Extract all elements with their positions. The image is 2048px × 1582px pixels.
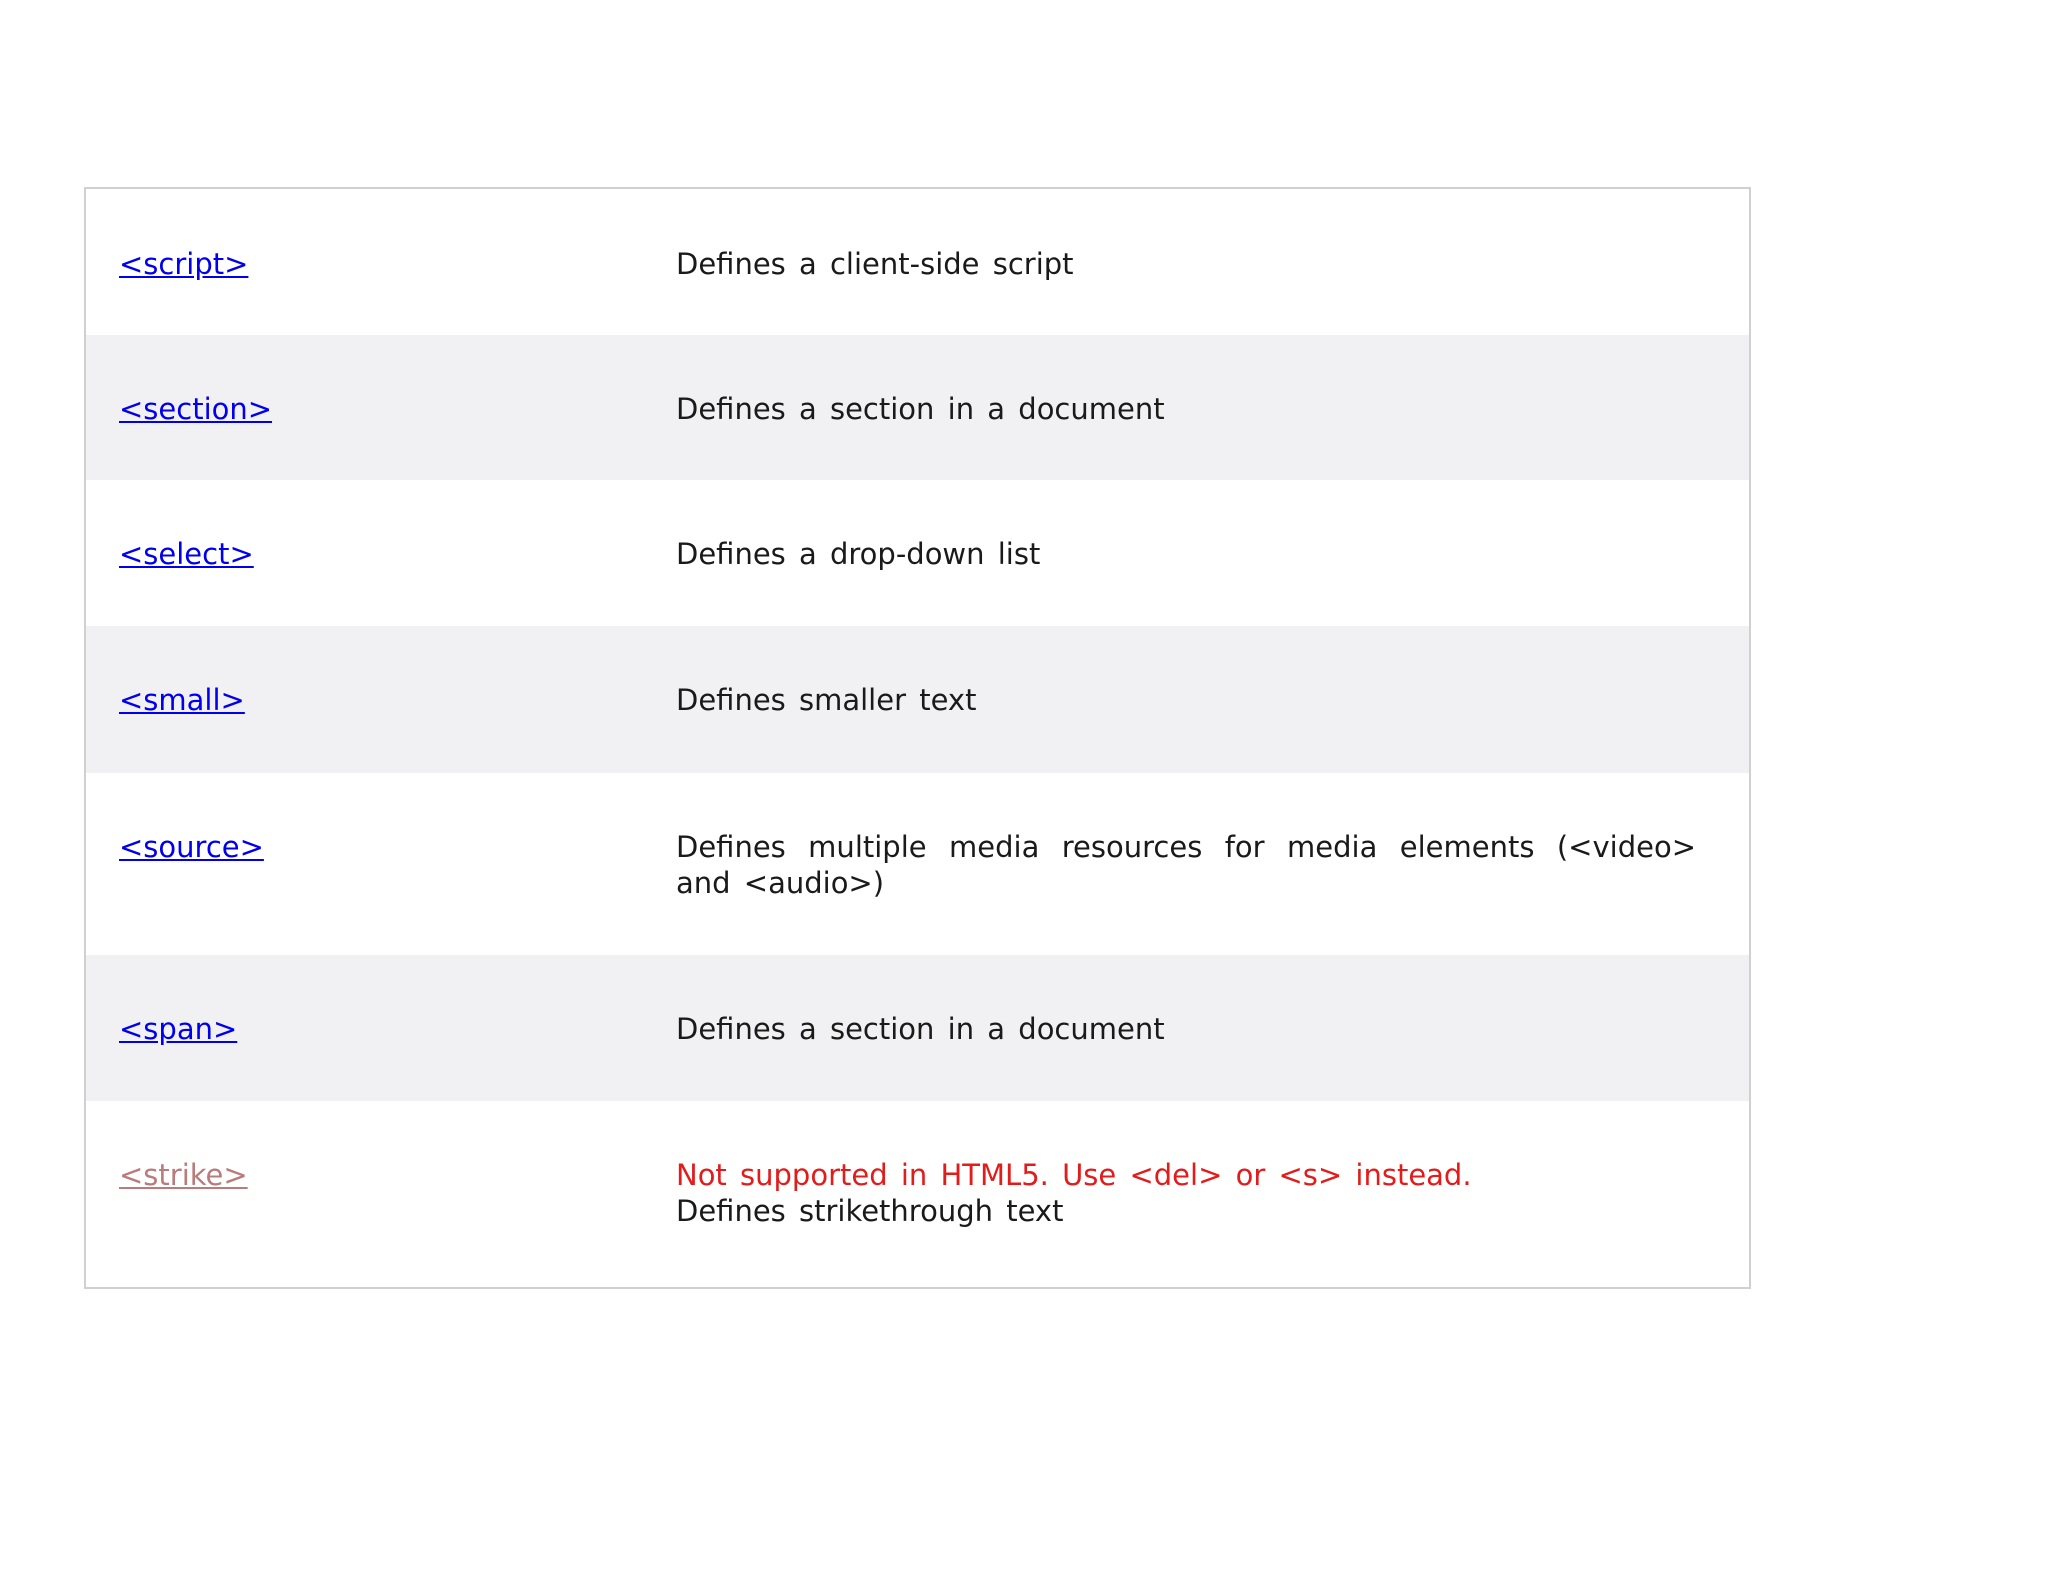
description-cell — [676, 829, 1696, 901]
description-cell — [676, 536, 1696, 572]
table-row — [86, 773, 1749, 955]
tag-cell — [86, 536, 676, 572]
description-text: Defines strikethrough text — [676, 1194, 1064, 1228]
description-cell — [676, 391, 1696, 427]
table-row — [86, 955, 1749, 1101]
tag-link-section[interactable]: <section> — [119, 392, 273, 426]
description-text: Defines multiple media resources for media elements (<video> and <audio>) — [676, 830, 1696, 900]
deprecation-warning: Not supported in HTML5. Use <del> or <s> instead. — [676, 1158, 1472, 1192]
html-tag-reference-table — [84, 187, 1751, 1289]
table-row — [86, 1101, 1749, 1287]
description-text: Defines smaller text — [676, 683, 977, 717]
table-row — [86, 189, 1749, 335]
tag-link-select[interactable]: <select> — [119, 537, 254, 571]
tag-cell — [86, 682, 676, 718]
tag-link-source[interactable]: <source> — [119, 830, 264, 864]
description-text: Defines a section in a document — [676, 1012, 1165, 1046]
table-row — [86, 335, 1749, 480]
description-cell — [676, 682, 1696, 718]
tag-cell — [86, 246, 676, 282]
table-row — [86, 480, 1749, 626]
tag-cell — [86, 1011, 676, 1047]
tag-cell — [86, 391, 676, 427]
tag-link-strike[interactable]: <strike> — [119, 1158, 248, 1192]
tag-link-span[interactable]: <span> — [119, 1012, 238, 1046]
tag-cell — [86, 829, 676, 865]
tag-link-small[interactable]: <small> — [119, 683, 245, 717]
description-cell — [676, 1011, 1696, 1047]
description-text: Defines a drop-down list — [676, 537, 1041, 571]
table-row — [86, 626, 1749, 773]
description-text: Defines a section in a document — [676, 392, 1165, 426]
tag-link-script[interactable]: <script> — [119, 247, 249, 281]
tag-cell — [86, 1157, 676, 1193]
description-cell — [676, 1157, 1696, 1229]
description-text: Defines a client-side script — [676, 247, 1074, 281]
description-cell — [676, 246, 1696, 282]
